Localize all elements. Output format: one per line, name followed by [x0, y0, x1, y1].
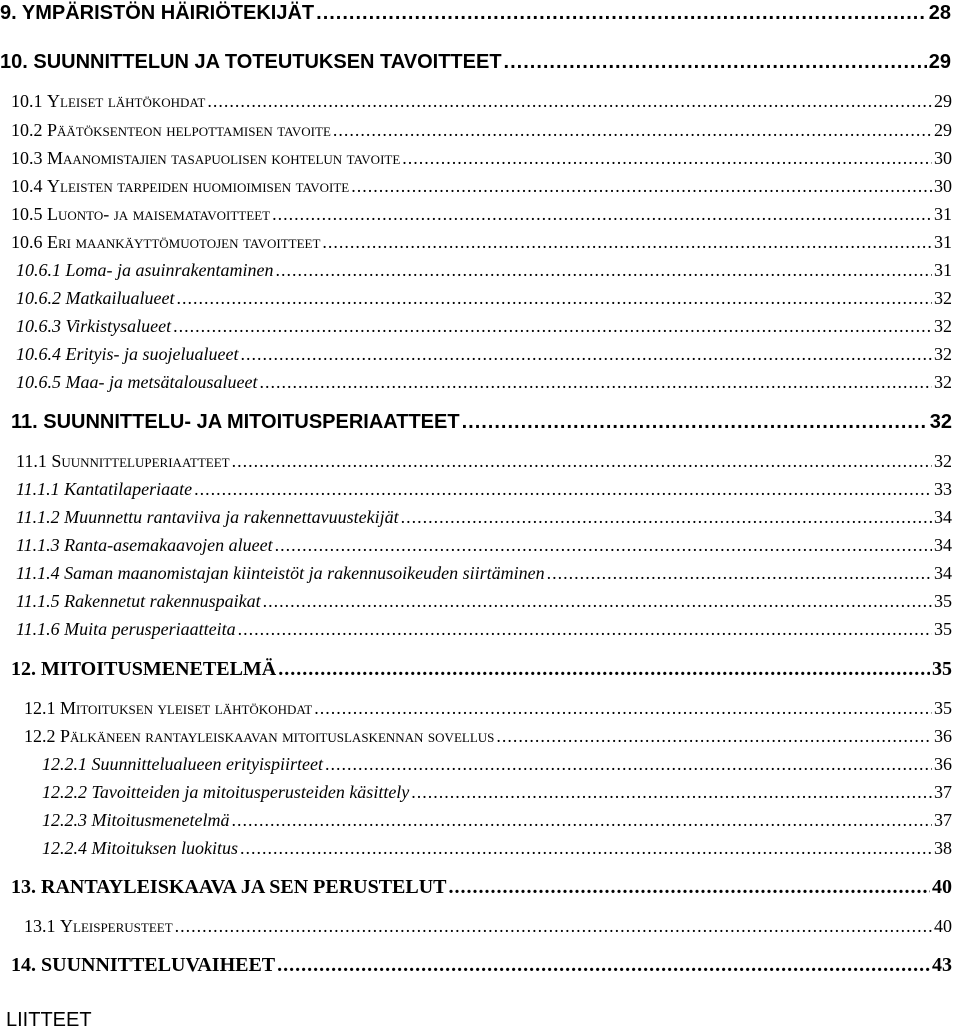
- dot-leader: [316, 2, 927, 25]
- toc-entry-number: 11.1.2: [16, 507, 60, 527]
- toc-entry-number: 10.6.2: [16, 288, 61, 308]
- toc-entry-number: 10.6: [11, 232, 43, 252]
- toc-entry[interactable]: [24, 916, 952, 937]
- toc-entry-title: Muunnettu rantaviiva ja rakennettavuustekijät: [64, 507, 399, 527]
- toc-entry-number: 10.4: [11, 176, 43, 196]
- dot-leader: [240, 344, 932, 365]
- toc-entry-number: 10.6.1: [16, 260, 61, 280]
- dot-leader: [278, 658, 930, 681]
- toc-entry[interactable]: [11, 411, 952, 434]
- toc-entry-page: 29: [934, 91, 952, 111]
- dot-leader: [547, 563, 932, 584]
- toc-entry-number: 11.1.6: [16, 619, 60, 639]
- toc-entry-page: 35: [934, 698, 952, 718]
- toc-entry-page: 28: [928, 2, 951, 24]
- toc-entry-title: Maanomistajien tasapuolisen kohtelun tavoite: [47, 148, 401, 168]
- toc-entry-number: 12.2.1: [42, 754, 87, 774]
- toc-entry-title: YMPÄRISTÖN HÄIRIÖTEKIJÄT: [21, 2, 315, 24]
- toc-entry-number: 10.6.3: [16, 316, 61, 336]
- toc-entry-page: 35: [934, 591, 952, 611]
- dot-leader: [175, 916, 932, 937]
- toc-entry-number: 11.1.5: [16, 591, 60, 611]
- toc-entry[interactable]: [11, 954, 952, 977]
- dot-leader: [231, 810, 932, 831]
- toc-entry-number: 11.1.4: [16, 563, 60, 583]
- toc-entry-number: 13.: [11, 876, 36, 898]
- toc-entry[interactable]: [11, 91, 952, 112]
- toc-entry-title: MITOITUSMENETELMÄ: [41, 658, 277, 680]
- dot-leader: [402, 148, 932, 169]
- dot-leader: [275, 260, 932, 281]
- toc-entry[interactable]: [42, 782, 952, 803]
- dot-leader: [351, 176, 932, 197]
- toc-entry-number: 9.: [0, 2, 17, 24]
- toc-entry[interactable]: [16, 260, 952, 281]
- toc-entry-page: 35: [932, 658, 952, 680]
- toc-entry-page: 34: [934, 563, 952, 583]
- toc-entry-title: Yleiset lähtökohdat: [47, 91, 206, 111]
- toc-entry-page: 33: [934, 479, 952, 499]
- toc-entry[interactable]: [16, 507, 952, 528]
- dot-leader: [322, 232, 932, 253]
- toc-entry-page: 35: [934, 619, 952, 639]
- dot-leader: [275, 535, 932, 556]
- dot-leader: [462, 411, 928, 434]
- toc-entry-number: 10.6.5: [16, 372, 61, 392]
- toc-entry[interactable]: [11, 876, 952, 899]
- toc-entry-number: 11.1: [16, 451, 47, 471]
- toc-entry-page: 30: [934, 176, 952, 196]
- toc-entry-title: Eri maankäyttömuotojen tavoitteet: [47, 232, 321, 252]
- toc-entry[interactable]: [11, 232, 952, 253]
- dot-leader: [314, 698, 932, 719]
- toc-entry-number: 10.: [0, 51, 28, 73]
- toc-entry-title: Mitoituksen luokitus: [91, 838, 238, 858]
- toc-entry-page: 36: [934, 726, 952, 746]
- toc-entry-number: 10.5: [11, 204, 43, 224]
- toc-entry-title: Päätöksenteon helpottamisen tavoite: [47, 120, 331, 140]
- dot-leader: [449, 876, 930, 899]
- toc-entry-page: 37: [934, 782, 952, 802]
- toc-entry-number: 12.2.2: [42, 782, 87, 802]
- toc-entry-page: 32: [934, 451, 952, 471]
- dot-leader: [207, 91, 932, 112]
- toc-entry-number: 10.2: [11, 120, 43, 140]
- toc-entry[interactable]: [16, 619, 952, 640]
- toc-entry-page: 32: [934, 344, 952, 364]
- dot-leader: [411, 782, 932, 803]
- toc-entry-page: 43: [932, 954, 952, 976]
- toc-entry-number: 13.1: [24, 916, 56, 936]
- dot-leader: [272, 204, 932, 225]
- toc-entry[interactable]: [11, 120, 952, 141]
- toc-entry[interactable]: [16, 591, 952, 612]
- toc-entry-title: Rakennetut rakennuspaikat: [64, 591, 261, 611]
- dot-leader: [176, 288, 932, 309]
- toc-entry-title: Yleisperusteet: [60, 916, 173, 936]
- toc-entry-title: Saman maanomistajan kiinteistöt ja rakennusoikeuden siirtäminen: [64, 563, 545, 583]
- toc-entry-page: 40: [934, 916, 952, 936]
- toc-entry[interactable]: [11, 658, 952, 681]
- toc-entry[interactable]: [42, 810, 952, 831]
- toc-entry-title: Pälkäneen rantayleiskaavan mitoituslaskennan sovellus: [60, 726, 495, 746]
- toc-entry[interactable]: [16, 316, 952, 337]
- toc-entry[interactable]: [16, 344, 952, 365]
- toc-entry-title: Suunnittelualueen erityispiirteet: [91, 754, 323, 774]
- toc-entry-page: 34: [934, 535, 952, 555]
- dot-leader: [259, 372, 932, 393]
- toc-entry[interactable]: [16, 451, 952, 472]
- toc-entry-page: 29: [928, 51, 951, 73]
- toc-entry-page: 38: [934, 838, 952, 858]
- toc-entry-page: 31: [934, 260, 952, 280]
- toc-entry-page: 34: [934, 507, 952, 527]
- toc-entry-number: 12.2.3: [42, 810, 87, 830]
- toc-entry-title: Luonto- ja maisematavoitteet: [47, 204, 271, 224]
- dot-leader: [240, 838, 932, 859]
- toc-entry-title: Mitoitusmenetelmä: [91, 810, 230, 830]
- toc-entry-title: SUUNNITTELUN JA TOTEUTUKSEN TAVOITTEET: [33, 51, 502, 73]
- dot-leader: [277, 954, 930, 977]
- toc-entry-number: 12.2: [24, 726, 56, 746]
- toc-entry-number: 12.: [11, 658, 36, 680]
- toc-entry-number: 11.1.3: [16, 535, 60, 555]
- toc-entry[interactable]: [42, 838, 952, 859]
- toc-entry[interactable]: [16, 479, 952, 500]
- toc-entry-number: 12.2.4: [42, 838, 87, 858]
- toc-entry-title: Muita perusperiaatteita: [64, 619, 236, 639]
- toc-entry-page: 40: [932, 876, 952, 898]
- toc-entry-page: 30: [934, 148, 952, 168]
- toc-entry-page: 32: [929, 411, 952, 433]
- toc-entry-title: RANTAYLEISKAAVA JA SEN PERUSTELUT: [41, 876, 447, 898]
- toc-entry-title: SUUNNITTELUVAIHEET: [41, 954, 276, 976]
- dot-leader: [232, 451, 932, 472]
- dot-leader: [504, 51, 927, 74]
- toc-entry-number: 10.6.4: [16, 344, 61, 364]
- toc-entry[interactable]: [11, 176, 952, 197]
- toc-entry-page: 29: [934, 120, 952, 140]
- toc-entry[interactable]: [0, 51, 951, 74]
- toc-entry-title: Matkailualueet: [65, 288, 175, 308]
- toc-entry-title: Yleisten tarpeiden huomioimisen tavoite: [47, 176, 350, 196]
- toc-entry-title: Mitoituksen yleiset lähtökohdat: [60, 698, 313, 718]
- toc-entry-page: 31: [934, 232, 952, 252]
- toc-entry-page: 32: [934, 372, 952, 392]
- toc-entry[interactable]: [42, 754, 952, 775]
- toc-entry-title: Loma- ja asuinrakentaminen: [65, 260, 274, 280]
- dot-leader: [333, 120, 932, 141]
- toc-entry-number: 14.: [11, 954, 36, 976]
- toc-entry-title: Suunnitteluperiaatteet: [51, 451, 230, 471]
- dot-leader: [496, 726, 932, 747]
- toc-entry-title: Ranta-asemakaavojen alueet: [64, 535, 273, 555]
- toc-entry[interactable]: [16, 535, 952, 556]
- dot-leader: [325, 754, 932, 775]
- dot-leader: [401, 507, 932, 528]
- toc-entry[interactable]: [24, 698, 952, 719]
- toc-entry-number: 10.1: [11, 91, 43, 111]
- toc-entry-page: 37: [934, 810, 952, 830]
- toc-entry-number: 10.3: [11, 148, 43, 168]
- toc-entry[interactable]: [16, 563, 952, 584]
- toc-entry[interactable]: [11, 148, 952, 169]
- dot-leader: [238, 619, 932, 640]
- toc-entry-title: Kantatilaperiaate: [64, 479, 193, 499]
- toc-entry-page: 36: [934, 754, 952, 774]
- toc-entry-page: 32: [934, 316, 952, 336]
- toc-entry[interactable]: [11, 204, 952, 225]
- toc-entry[interactable]: [24, 726, 952, 747]
- toc-entry-page: 32: [934, 288, 952, 308]
- toc-entry-title: SUUNNITTELU- JA MITOITUSPERIAATTEET: [43, 411, 460, 433]
- dot-leader: [194, 479, 932, 500]
- toc-entry-title: Virkistysalueet: [65, 316, 172, 336]
- toc-entry-number: 12.1: [24, 698, 56, 718]
- toc-entry[interactable]: [16, 288, 952, 309]
- toc-entry-page: 31: [934, 204, 952, 224]
- dot-leader: [173, 316, 932, 337]
- toc-entry[interactable]: [0, 2, 951, 25]
- toc-entry-title: Maa- ja metsätalousalueet: [65, 372, 258, 392]
- toc-entry-title: Erityis- ja suojelualueet: [65, 344, 239, 364]
- toc-entry-number: 11.1.1: [16, 479, 60, 499]
- toc-entry[interactable]: [16, 372, 952, 393]
- dot-leader: [263, 591, 932, 612]
- appendices-heading: LIITTEET: [6, 1009, 92, 1031]
- toc-entry-number: 11.: [11, 411, 38, 433]
- toc-entry-title: Tavoitteiden ja mitoitusperusteiden käsittely: [91, 782, 410, 802]
